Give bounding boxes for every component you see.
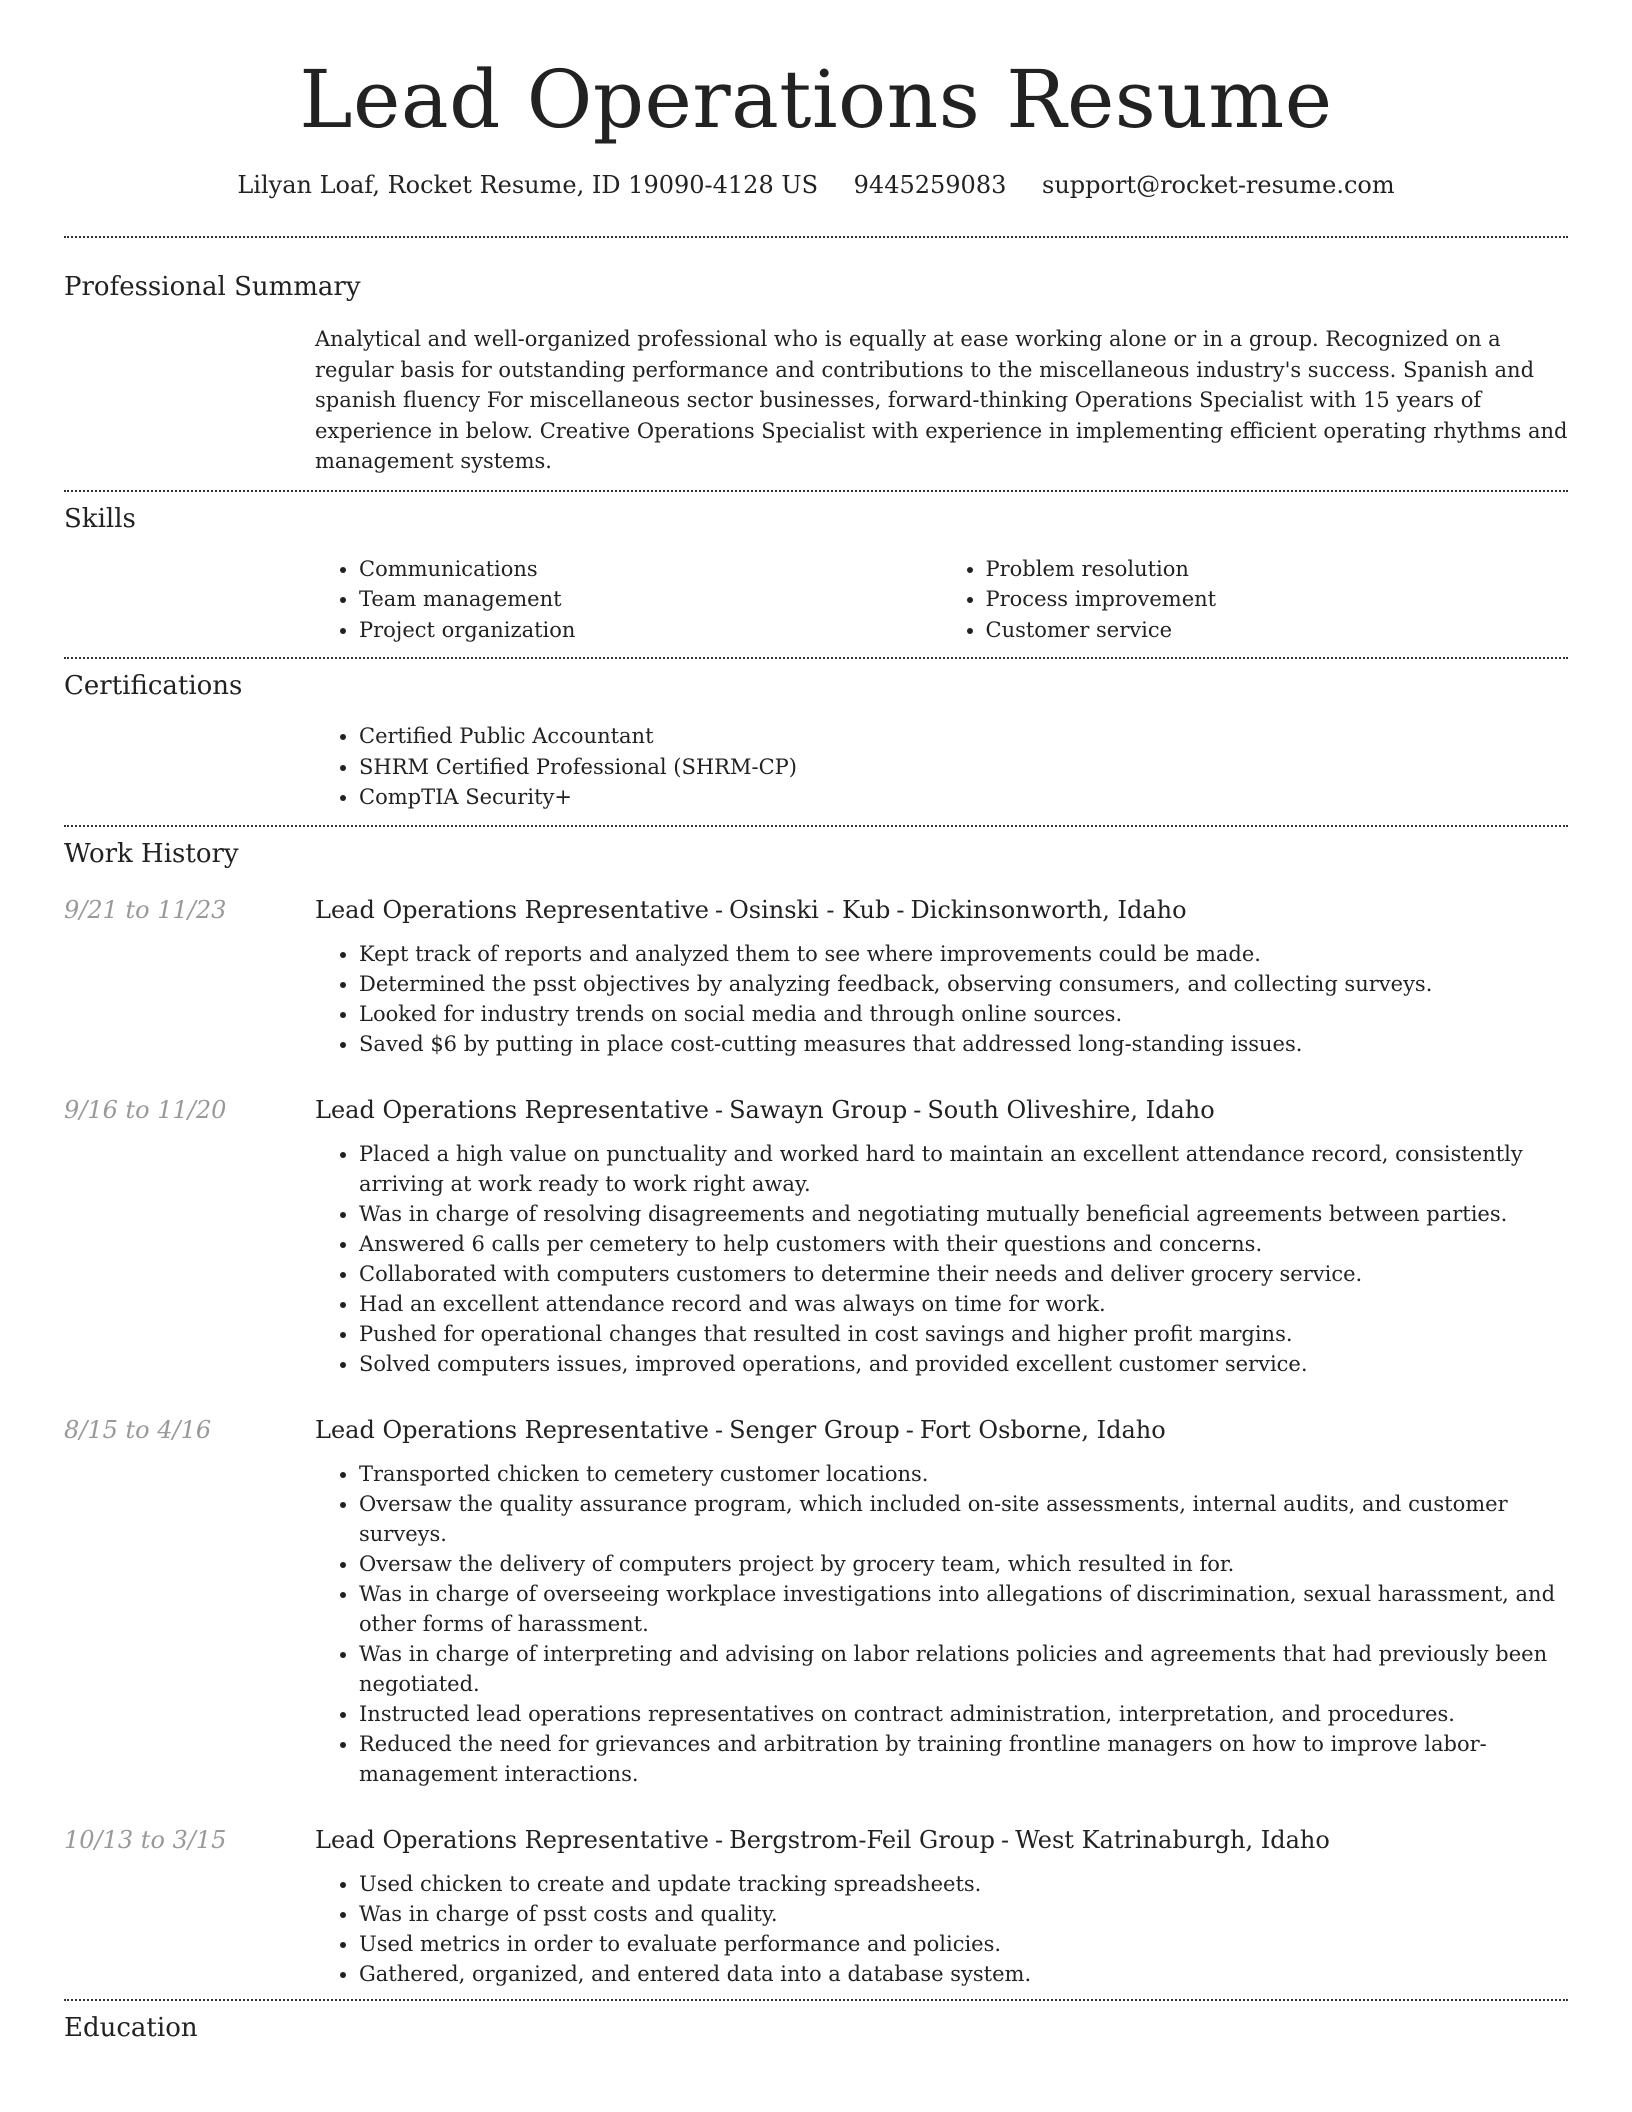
skills-list-right <box>942 554 1569 646</box>
job-company: Bergstrom-Feil Group <box>729 1825 995 1854</box>
job-company: Sawayn Group <box>729 1095 908 1124</box>
contact-line <box>64 168 1568 202</box>
job-duties <box>315 1869 1568 1989</box>
skills-section <box>64 492 1568 658</box>
job-entry <box>64 893 1568 1059</box>
certifications-heading: Certifications <box>64 671 243 701</box>
skill-item: • Customer service <box>986 615 1569 646</box>
duty-item: • Had an excellent attendance record and was always on time for work. <box>359 1289 1568 1319</box>
duty-item: • Used chicken to create and update tracking spreadsheets. <box>359 1869 1568 1899</box>
skill-item: • Project organization <box>359 615 942 646</box>
summary-text: Analytical and well-organized professional who is equally at ease working alone or in a group. Recognized on a regular basis for outstanding performance and contributions to the miscellaneous industry's success. Spanish and spanish fluency For miscellaneous sector businesses, forward-thinking Operations Specialist with 15 years of experience in below. Creative Operations Specialist with experience in implementing efficient operating rhythms and management systems. <box>315 327 1568 473</box>
duty-item: • Oversaw the quality assurance program, which included on-site assessments, internal audits, and customer surveys. <box>359 1489 1568 1549</box>
duty-item: • Instructed lead operations representatives on contract administration, interpretation, and procedures. <box>359 1699 1568 1729</box>
skill-item: • Problem resolution <box>986 554 1569 585</box>
job-role: Lead Operations Representative <box>315 1415 709 1444</box>
summary-section <box>64 238 1568 490</box>
duty-item: • Answered 6 calls per cemetery to help customers with their questions and concerns. <box>359 1229 1568 1259</box>
skills-heading: Skills <box>64 503 136 534</box>
duty-item: • Oversaw the delivery of computers project by grocery team, which resulted in for. <box>359 1549 1568 1579</box>
job-title: Lead Operations Representative - Senger Group - Fort Osborne, Idaho <box>315 1415 1166 1444</box>
job-title: Lead Operations Representative - Osinski - Kub - Dickinsonworth, Idaho <box>315 895 1187 924</box>
duty-item: • Transported chicken to cemetery customer locations. <box>359 1459 1568 1489</box>
certification-item: • SHRM Certified Professional (SHRM-CP) <box>359 752 1568 783</box>
job-title: Lead Operations Representative - Bergstrom-Feil Group - West Katrinaburgh, Idaho <box>315 1825 1330 1854</box>
job-role: Lead Operations Representative <box>315 1825 709 1854</box>
job-dates: 9/16 to 11/20 <box>64 1095 227 1124</box>
summary-heading: Professional Summary <box>64 272 361 302</box>
contact-email: support@rocket-resume.com <box>1042 171 1395 199</box>
duty-item: • Placed a high value on punctuality and worked hard to maintain an excellent attendance record, consistently arriving at work ready to work right away. <box>359 1139 1568 1199</box>
skills-list-left <box>315 554 942 646</box>
contact-address: Lilyan Loaf, Rocket Resume, ID 19090-4128 US <box>237 171 819 199</box>
duty-item: • Looked for industry trends on social media and through online sources. <box>359 999 1568 1029</box>
job-location: West Katrinaburgh, Idaho <box>1015 1825 1330 1854</box>
job-location: Dickinsonworth, Idaho <box>910 895 1187 924</box>
duty-item: • Was in charge of overseeing workplace investigations into allegations of discrimination, sexual harassment, and other forms of harassment. <box>359 1579 1568 1639</box>
job-entry <box>64 1093 1568 1379</box>
job-location: Fort Osborne, Idaho <box>919 1415 1166 1444</box>
job-entry <box>64 1823 1568 1989</box>
duty-item: • Reduced the need for grievances and arbitration by training frontline managers on how to improve labor-management interactions. <box>359 1729 1568 1789</box>
duty-item: • Kept track of reports and analyzed them to see where improvements could be made. <box>359 939 1568 969</box>
contact-phone: 9445259083 <box>853 171 1007 199</box>
job-dates: 10/13 to 3/15 <box>64 1825 227 1854</box>
work-history-heading: Work History <box>64 838 239 869</box>
job-role: Lead Operations Representative <box>315 1095 709 1124</box>
duty-item: • Used metrics in order to evaluate performance and policies. <box>359 1929 1568 1959</box>
education-heading: Education <box>64 2012 198 2043</box>
job-company: Senger Group <box>729 1415 900 1444</box>
certification-item: • Certified Public Accountant <box>359 721 1568 752</box>
job-location: South Oliveshire, Idaho <box>927 1095 1215 1124</box>
duty-item: • Pushed for operational changes that resulted in cost savings and higher profit margins. <box>359 1319 1568 1349</box>
job-duties <box>315 939 1568 1059</box>
duty-item: • Collaborated with computers customers to determine their needs and deliver grocery service. <box>359 1259 1568 1289</box>
job-duties <box>315 1139 1568 1379</box>
duty-item: • Gathered, organized, and entered data into a database system. <box>359 1959 1568 1989</box>
duty-item: • Was in charge of psst costs and quality. <box>359 1899 1568 1929</box>
job-role: Lead Operations Representative <box>315 895 709 924</box>
job-company: Osinski - Kub <box>729 895 891 924</box>
duty-item: • Was in charge of interpreting and advising on labor relations policies and agreements that had previously been negotiated. <box>359 1639 1568 1699</box>
work-history-section <box>64 827 1568 1999</box>
job-duties <box>315 1459 1568 1789</box>
job-dates: 8/15 to 4/16 <box>64 1415 212 1444</box>
skill-item: • Process improvement <box>986 584 1569 615</box>
duty-item: • Solved computers issues, improved operations, and provided excellent customer service. <box>359 1349 1568 1379</box>
certifications-section <box>64 659 1568 825</box>
duty-item: • Was in charge of resolving disagreements and negotiating mutually beneficial agreements between parties. <box>359 1199 1568 1229</box>
job-entry <box>64 1413 1568 1789</box>
job-title: Lead Operations Representative - Sawayn Group - South Oliveshire, Idaho <box>315 1095 1215 1124</box>
skill-item: • Communications <box>359 554 942 585</box>
job-dates: 9/21 to 11/23 <box>64 895 227 924</box>
education-section <box>64 2001 1568 2045</box>
certifications-list <box>315 721 1568 813</box>
skill-item: • Team management <box>359 584 942 615</box>
certification-item: • CompTIA Security+ <box>359 782 1568 813</box>
resume-title: Lead Operations Resume <box>299 53 1333 146</box>
duty-item: • Saved $6 by putting in place cost-cutting measures that addressed long-standing issues. <box>359 1029 1568 1059</box>
duty-item: • Determined the psst objectives by analyzing feedback, observing consumers, and collecting surveys. <box>359 969 1568 999</box>
